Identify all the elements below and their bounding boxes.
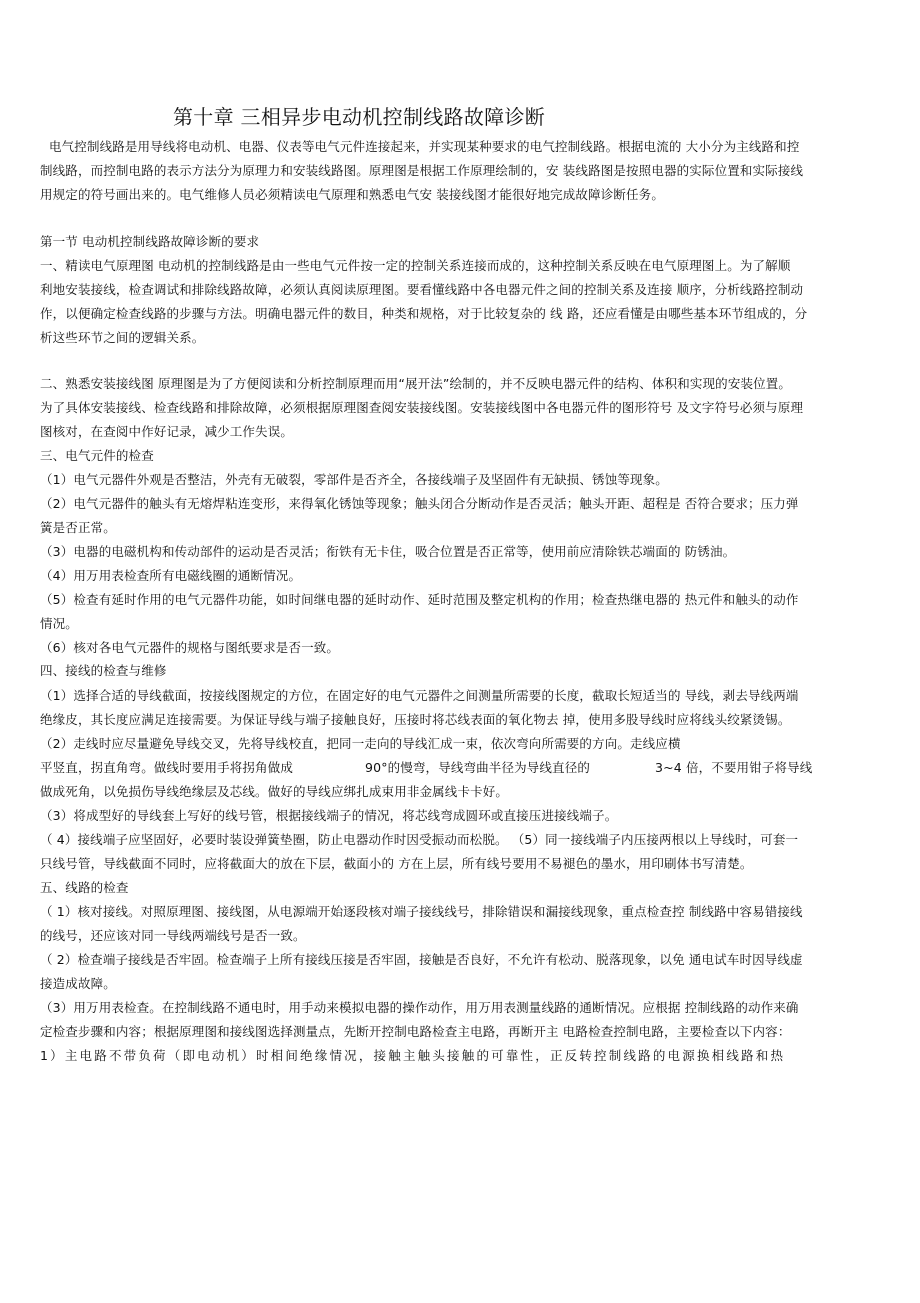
wiring-item-part: 3~4 倍，不要用钳子将导线 <box>655 760 813 775</box>
check-item: 簧是否正常。 <box>40 520 116 535</box>
circuit-check-item: 的线号，还应该对同一导线两端线号是否一致。 <box>40 928 306 943</box>
paragraph-line: 一、精读电气原理图 电动机的控制线路是由一些电气元件按一定的控制关系连接而成的，这种控制关系反映在电气原理图上。为了解顺 <box>40 258 791 273</box>
circuit-check-item: 1）主电路不带负荷（即电动机）时相间绝缘情况，接触主触头接触的可靠性，正反转控制线路的电源换相线路和热 <box>40 1048 786 1063</box>
intro-line: 制线路，而控制电路的表示方法分为原理力和安装线路图。原理图是根据工作原理绘制的，安 装线路图是按照电器的实际位置和实际接线 <box>40 163 804 178</box>
check-item: （4）用万用表检查所有电磁线圈的通断情况。 <box>40 568 302 583</box>
subheading: 五、线路的检查 <box>40 880 129 895</box>
wiring-item: （3）将成型好的导线套上写好的线号管，根据接线端子的情况，将芯线弯成圆环或直接压进接线端子。 <box>40 808 618 823</box>
paragraph-line: 作，以便确定检查线路的步骤与方法。明确电器元件的数目，种类和规格，对于比较复杂的 线 路，还应看懂是由哪些基本环节组成的，分 <box>40 306 808 321</box>
wiring-item: （2）走线时应尽量避免导线交叉，先将导线校直，把同一走向的导线汇成一束，依次弯向所需要的方向。走线应横 <box>40 736 681 751</box>
check-item: （1）电气元器件外观是否整洁，外壳有无破裂，零部件是否齐全，各接线端子及坚固件有无缺损、锈蚀等现象。 <box>40 472 668 487</box>
intro-line: 电气控制线路是用导线将电动机、电器、仪表等电气元件连接起来，并实现某种要求的电气控制线路。根据电流的 大小分为主线路和控 <box>49 139 800 154</box>
subheading: 四、接线的检查与维修 <box>40 663 167 678</box>
wiring-item: 做成死角，以免损伤导线绝缘层及芯线。做好的导线应绑扎成束用非金属线卡卡好。 <box>40 784 509 799</box>
intro-line: 用规定的符号画出来的。电气维修人员必须精读电气原理和熟悉电气安 装接线图才能很好地完成故障诊断任务。 <box>40 187 664 202</box>
circuit-check-item: 接造成故障。 <box>40 976 116 991</box>
paragraph-line: 为了具体安装接线、检查线路和排除故障，必须根据原理图查阅安装接线图。安装接线图中各电器元件的图形符号 及文字符号必须与原理 <box>40 400 804 415</box>
check-item: 情况。 <box>40 616 78 631</box>
paragraph-line: 二、熟悉安装接线图 原理图是为了方便阅读和分析控制原理而用“展开法”绘制的，并不反映电器元件的结构、体积和实现的安装位置。 <box>40 376 792 391</box>
check-item: （3）电器的电磁机构和传动部件的运动是否灵活；衔铁有无卡住，吸合位置是否正常等，使用前应清除铁芯端面的 防锈油。 <box>40 544 736 559</box>
paragraph-line: 析这些环节之间的逻辑关系。 <box>40 330 205 345</box>
section-heading: 第一节 电动机控制线路故障诊断的要求 <box>40 234 260 249</box>
chapter-title: 第十章 三相异步电动机控制线路故障诊断 <box>173 105 546 129</box>
check-item: （6）核对各电气元器件的规格与图纸要求是否一致。 <box>40 640 340 655</box>
paragraph-line: 利地安装接线，检查调试和排除线路故障，必须认真阅读原理图。要看懂线路中各电器元件之间的控制关系及连接 顺序，分析线路控制动 <box>40 282 804 297</box>
wiring-item: （1）选择合适的导线截面，按接线图规定的方位，在固定好的电气元器件之间测量所需要的长度，截取长短适当的 导线，剥去导线两端 <box>40 688 799 703</box>
check-item: （5）检查有延时作用的电气元器件功能，如时间继电器的延时动作、延时范围及整定机构的作用；检查热继电器的 热元件和触头的动作 <box>40 592 799 607</box>
check-item: （2）电气元器件的触头有无熔焊粘连变形，来得氧化锈蚀等现象；触头闭合分断动作是否灵活；触头开距、超程是 否符合要求；压力弹 <box>40 496 799 511</box>
wiring-item: （ 4）接线端子应坚固好，必要时装设弹簧垫圈，防止电器动作时因受振动而松脱。 （5）同一接线端子内压接两根以上导线时，可套一 <box>40 832 799 847</box>
wiring-item-part: 平竖直，拐直角弯。做线时要用手将拐角做成 <box>40 760 294 775</box>
wiring-item-part: 90°的慢弯，导线弯曲半径为导线直径的 <box>365 760 591 775</box>
circuit-check-item: （ 1）核对接线。对照原理图、接线图，从电源端开始逐段核对端子接线线号，排除错误和漏接线现象，重点检查控 制线路中容易错接线 <box>40 904 803 919</box>
subheading: 三、电气元件的检查 <box>40 448 154 463</box>
paragraph-line: 图核对，在查阅中作好记录，减少工作失误。 <box>40 424 294 439</box>
circuit-check-item: （ 2）检查端子接线是否牢固。检查端子上所有接线压接是否牢固，接触是否良好，不允许有松动、脱落现象，以免 通电试车时因导线虚 <box>40 952 803 967</box>
circuit-check-item: （3）用万用表检查。在控制线路不通电时，用手动来模拟电器的操作动作，用万用表测量线路的通断情况。应根据 控制线路的动作来确 <box>40 1000 799 1015</box>
circuit-check-item: 定检查步骤和内容；根据原理图和接线图选择测量点，先断开控制电路检查主电路，再断开主 电路检查控制电路，主要检查以下内容： <box>40 1024 791 1039</box>
wiring-item: 只线号管，导线截面不同时，应将截面大的放在下层，截面小的 方在上层，所有线号要用不易褪色的墨水，用印刷体书写清楚。 <box>40 856 753 871</box>
wiring-item: 绝缘皮，其长度应满足连接需要。为保证导线与端子接触良好，压接时将芯线表面的氧化物去 掉，使用多股导线时应将线头绞紧烫锡。 <box>40 712 791 727</box>
